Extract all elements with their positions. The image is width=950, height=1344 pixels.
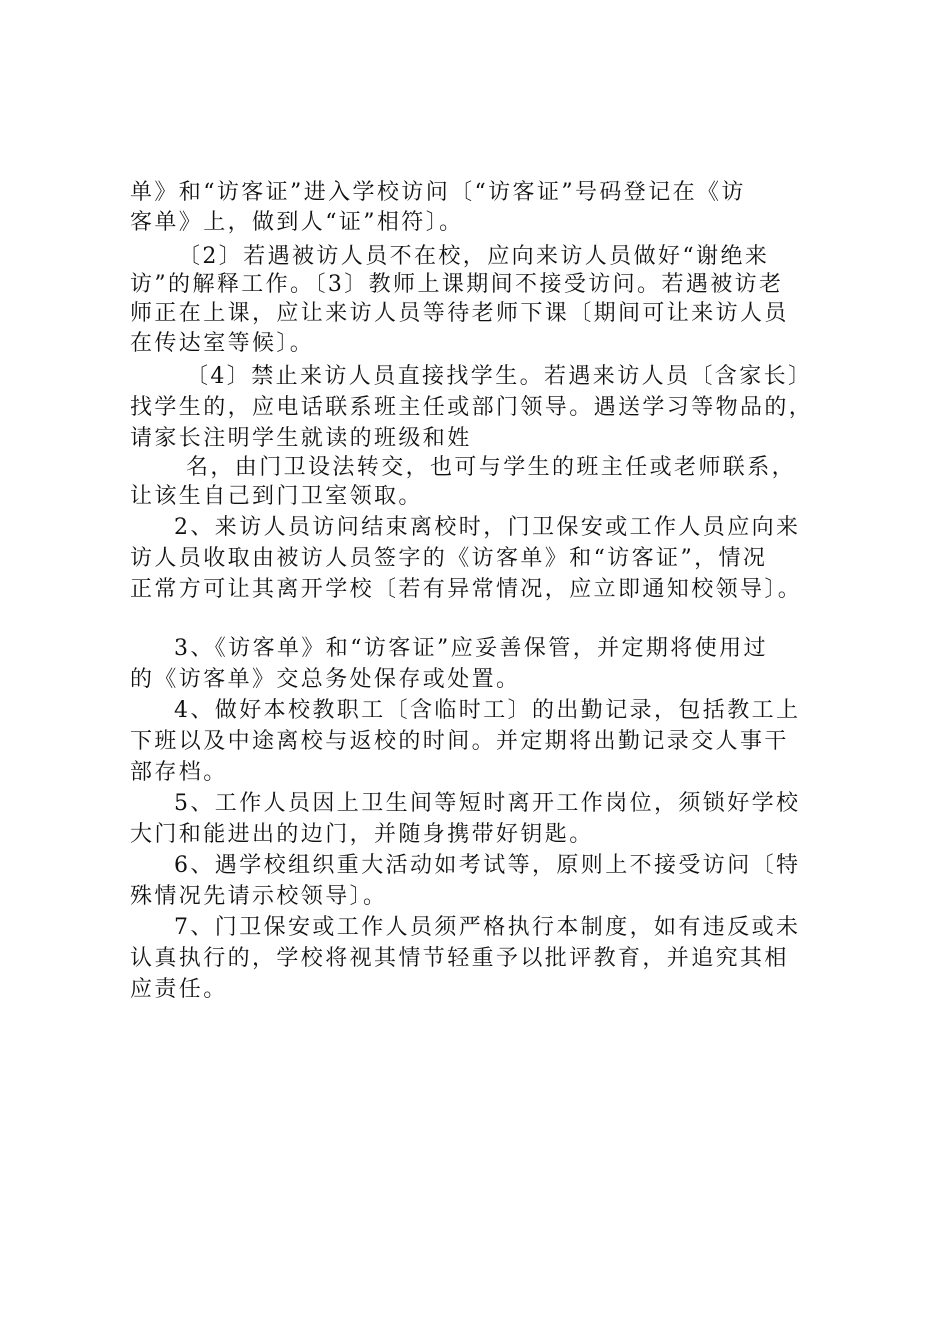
text-line: 师正在上课，应让来访人员等待老师下课〔期间可让来访人员 (130, 301, 789, 326)
text-line: 找学生的，应电话联系班主任或部门领导。遇送学习等物品的， (130, 395, 814, 420)
text-line: 5、工作人员因上卫生间等短时离开工作岗位，须锁好学校 (174, 791, 801, 816)
text-line: 部存档。 (130, 760, 228, 785)
text-line: 4、做好本校教职工〔含临时工〕的出勤记录，包括教工上 (174, 698, 801, 723)
text-line: 正常方可让其离开学校〔若有异常情况，应立即通知校领导〕。 (130, 577, 803, 602)
text-line: 的《访客单》交总务处保存或处置。 (130, 667, 521, 692)
text-line: 访”的解释工作。〔3〕教师上课期间不接受访问。若遇被访老 (130, 272, 784, 297)
text-line: 认真执行的，学校将视其情节轻重予以批评教育，并追究其相 (130, 946, 789, 971)
text-line: 单》和“访客证”进入学校访问〔“访客证”号码登记在《访 (130, 180, 746, 205)
text-line: 在传达室等候〕。 (130, 331, 315, 356)
text-line: 6、遇学校组织重大活动如考试等，原则上不接受访问〔特 (174, 853, 801, 878)
text-line: 〔4〕禁止来访人员直接找学生。若遇来访人员〔含家长〕 (186, 364, 813, 389)
text-line: 大门和能进出的边门，并随身携带好钥匙。 (130, 822, 594, 847)
text-line: 应责任。 (130, 977, 228, 1002)
text-line: 7、门卫保安或工作人员须严格执行本制度，如有违反或未 (174, 915, 801, 940)
text-line: 访人员收取由被访人员签字的《访客单》和“访客证”，情况 (130, 546, 768, 571)
text-line: 2、来访人员访问结束离校时，门卫保安或工作人员应向来 (174, 515, 801, 540)
text-line: 请家长注明学生就读的班级和姓 (130, 426, 472, 451)
text-line: 名，由门卫设法转交，也可与学生的班主任或老师联系， (186, 455, 797, 480)
text-line: 殊情况先请示校领导〕。 (130, 884, 388, 909)
text-line: 〔2〕若遇被访人员不在校，应向来访人员做好“谢绝来 (178, 244, 770, 269)
text-line: 3、《访客单》和“访客证”应妥善保管，并定期将使用过 (174, 636, 768, 661)
text-line: 客单》上，做到人“证”相符〕。 (130, 210, 464, 235)
text-line: 让该生自己到门卫室领取。 (130, 484, 423, 509)
text-line: 下班以及中途离校与返校的时间。并定期将出勤记录交人事干 (130, 729, 789, 754)
